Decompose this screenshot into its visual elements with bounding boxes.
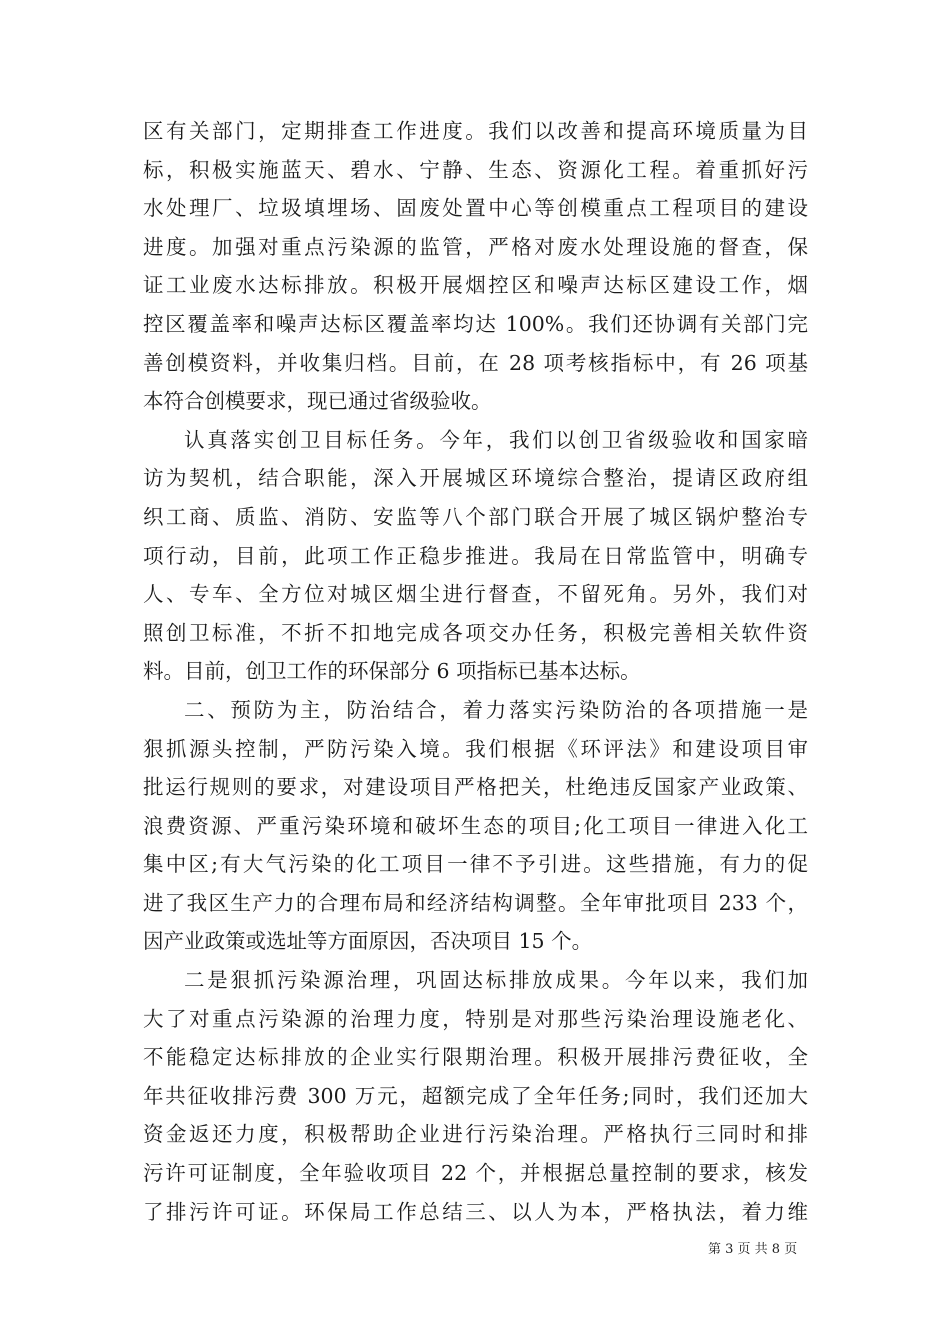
- paragraph-first-line: 二、预防为主，防治结合，着力落实污染防治的各项措施一是: [184, 697, 808, 722]
- text-line: 资金返还力度，积极帮助企业进行污染治理。严格执行三同时和排: [143, 1122, 808, 1147]
- text-line: 进了我区生产力的合理布局和经济结构调整。全年审批项目 233 个，: [143, 890, 808, 915]
- text-line: 控区覆盖率和噪声达标区覆盖率均达 100%。我们还协调有关部门完: [143, 311, 808, 336]
- page-number: 第 3 页 共 8 页: [708, 1242, 798, 1257]
- text-line: 不能稳定达标排放的企业实行限期治理。积极开展排污费征收，全: [143, 1045, 808, 1070]
- text-line: 织工商、质监、消防、安监等八个部门联合开展了城区锅炉整治专: [143, 504, 808, 529]
- text-line: 浪费资源、严重污染环境和破坏生态的项目;化工项目一律进入化工: [143, 813, 808, 838]
- paragraph-first-line: 认真落实创卫目标任务。今年，我们以创卫省级验收和国家暗: [184, 427, 808, 452]
- text-line: 进度。加强对重点污染源的监管，严格对废水处理设施的督查，保: [143, 234, 808, 259]
- text-line: 年共征收排污费 300 万元，超额完成了全年任务;同时，我们还加大: [143, 1083, 808, 1108]
- text-line: 污许可证制度，全年验收项目 22 个，并根据总量控制的要求，核发: [143, 1161, 808, 1186]
- text-line: 人、专车、全方位对城区烟尘进行督查，不留死角。另外，我们对: [143, 582, 808, 607]
- text-line: 区有关部门，定期排查工作进度。我们以改善和提高环境质量为目: [143, 119, 808, 143]
- text-line: 料。目前，创卫工作的环保部分 6 项指标已基本达标。: [143, 659, 641, 684]
- text-line: 项行动，目前，此项工作正稳步推进。我局在日常监管中，明确专: [143, 543, 808, 568]
- text-line: 集中区;有大气污染的化工项目一律不予引进。这些措施，有力的促: [143, 852, 808, 877]
- text-line: 善创模资料，并收集归档。目前，在 28 项考核指标中，有 26 项基: [143, 350, 808, 375]
- text-line: 大了对重点污染源的治理力度，特别是对那些污染治理设施老化、: [143, 1006, 808, 1031]
- text-line: 访为契机，结合职能，深入开展城区环境综合整治，提请区政府组: [143, 466, 808, 491]
- text-line: 标，积极实施蓝天、碧水、宁静、生态、资源化工程。着重抓好污: [143, 157, 808, 182]
- text-line: 因产业政策或选址等方面原因，否决项目 15 个。: [143, 929, 593, 954]
- text-line: 了排污许可证。环保局工作总结三、以人为本，严格执法，着力维: [143, 1199, 808, 1224]
- body-text: [143, 112, 808, 1231]
- text-line: 狠抓源头控制，严防污染入境。我们根据《环评法》和建设项目审: [143, 736, 808, 761]
- text-line: 本符合创模要求，现已通过省级验收。: [143, 389, 492, 414]
- text-line: 照创卫标准，不折不扣地完成各项交办任务，积极完善相关软件资: [143, 620, 808, 645]
- text-line: 批运行规则的要求，对建设项目严格把关，杜绝违反国家产业政策、: [143, 775, 808, 800]
- text-line: 水处理厂、垃圾填埋场、固废处置中心等创模重点工程项目的建设: [143, 196, 808, 221]
- text-line: 证工业废水达标排放。积极开展烟控区和噪声达标区建设工作，烟: [143, 273, 808, 298]
- paragraph-first-line: 二是狠抓污染源治理，巩固达标排放成果。今年以来，我们加: [184, 968, 808, 993]
